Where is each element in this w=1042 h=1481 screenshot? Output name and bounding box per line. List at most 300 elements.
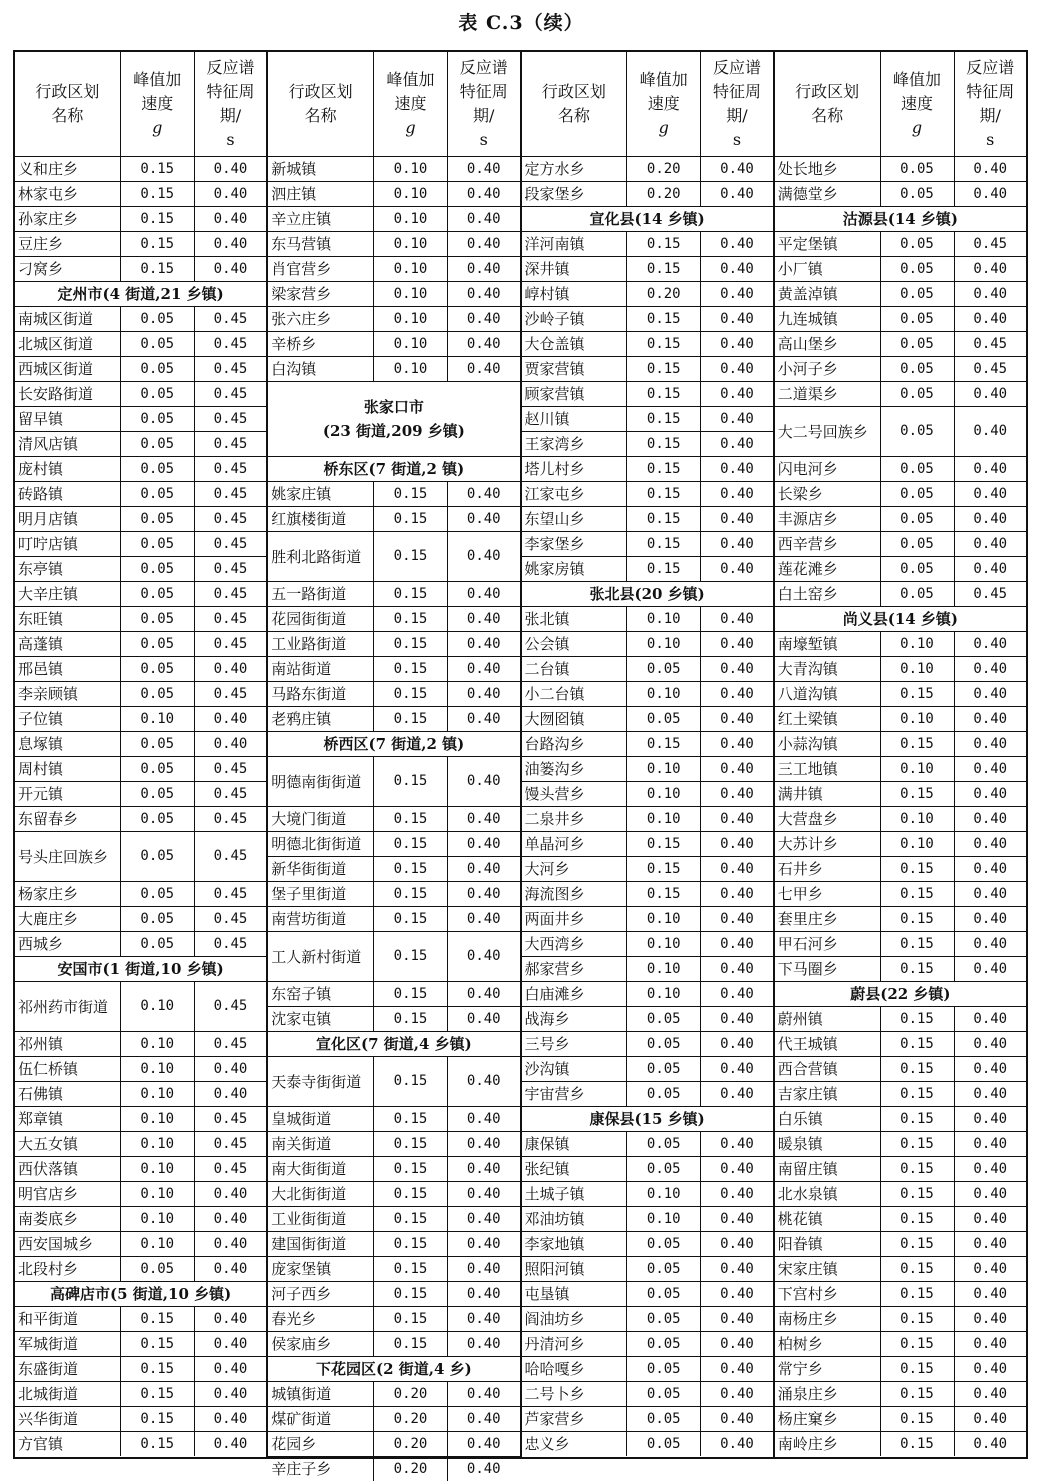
district-name: 北段村乡: [15, 1257, 120, 1282]
district-name: 黄盖淖镇: [775, 282, 880, 307]
table-row: [268, 882, 519, 907]
peak-acceleration: 0.10: [374, 157, 448, 182]
section-heading: 桥西区(7 街道,2 镇): [268, 732, 519, 757]
characteristic-period: 0.40: [701, 982, 773, 1007]
table-row: [15, 407, 266, 432]
peak-acceleration: 0.15: [627, 357, 701, 382]
peak-acceleration: 0.05: [880, 257, 954, 282]
district-name: 肖官营乡: [268, 257, 373, 282]
header-period-label: 反应谱特征周期/: [713, 58, 761, 125]
district-name: 代王城镇: [775, 1032, 880, 1057]
section-row: [268, 457, 519, 482]
peak-acceleration: 0.15: [880, 1307, 954, 1332]
peak-acceleration: 0.10: [627, 957, 701, 982]
district-name: 小厂镇: [775, 257, 880, 282]
characteristic-period: 0.45: [194, 607, 266, 632]
peak-acceleration: 0.05: [627, 1382, 701, 1407]
characteristic-period: 0.40: [701, 1432, 773, 1457]
table-row: [522, 857, 773, 882]
characteristic-period: 0.40: [701, 532, 773, 557]
district-name: 常宁乡: [775, 1357, 880, 1382]
district-name: 新华街街道: [268, 857, 373, 882]
district-name: 丹清河乡: [522, 1332, 627, 1357]
peak-acceleration: 0.05: [120, 682, 194, 707]
characteristic-period: 0.40: [954, 1257, 1026, 1282]
header-name: 行政区划名称: [268, 52, 373, 157]
characteristic-period: 0.40: [701, 782, 773, 807]
peak-acceleration: 0.10: [374, 282, 448, 307]
peak-acceleration: 0.15: [627, 857, 701, 882]
peak-acceleration: 0.10: [374, 232, 448, 257]
district-name: 李亲顾镇: [15, 682, 120, 707]
characteristic-period: 0.40: [448, 757, 520, 807]
peak-acceleration: 0.10: [120, 1207, 194, 1232]
table-row: [522, 1007, 773, 1032]
characteristic-period: 0.40: [954, 832, 1026, 857]
characteristic-period: 0.40: [701, 682, 773, 707]
characteristic-period: 0.40: [954, 457, 1026, 482]
district-name: 二泉井乡: [522, 807, 627, 832]
characteristic-period: 0.40: [194, 1257, 266, 1282]
peak-acceleration: 0.10: [627, 1207, 701, 1232]
district-name: 梁家营乡: [268, 282, 373, 307]
characteristic-period: 0.40: [701, 807, 773, 832]
peak-acceleration: 0.15: [627, 457, 701, 482]
peak-acceleration: 0.05: [627, 657, 701, 682]
characteristic-period: 0.45: [194, 832, 266, 882]
characteristic-period: 0.40: [954, 857, 1026, 882]
table-row: [15, 632, 266, 657]
characteristic-period: 0.45: [194, 532, 266, 557]
district-name: 花园乡: [268, 1432, 373, 1457]
characteristic-period: 0.40: [194, 257, 266, 282]
table-row: [15, 507, 266, 532]
peak-acceleration: 0.05: [120, 832, 194, 882]
district-name: 祁州镇: [15, 1032, 120, 1057]
characteristic-period: 0.40: [701, 757, 773, 782]
table-row: [775, 1307, 1026, 1332]
characteristic-period: 0.45: [194, 332, 266, 357]
table-row: [775, 757, 1026, 782]
district-name: 工业街街道: [268, 1207, 373, 1232]
district-name: 南营坊街道: [268, 907, 373, 932]
header-name: 行政区划名称: [15, 52, 120, 157]
district-name: 李家地镇: [522, 1232, 627, 1257]
district-name: 高山堡乡: [775, 332, 880, 357]
table-row: [268, 207, 519, 232]
peak-acceleration: 0.15: [374, 1207, 448, 1232]
characteristic-period: 0.45: [194, 382, 266, 407]
characteristic-period: 0.40: [701, 1032, 773, 1057]
peak-acceleration: 0.05: [627, 1257, 701, 1282]
table-row: [775, 832, 1026, 857]
characteristic-period: 0.40: [448, 982, 520, 1007]
table-row: [775, 1057, 1026, 1082]
characteristic-period: 0.45: [954, 582, 1026, 607]
table-row: [522, 1132, 773, 1157]
district-name: 涌泉庄乡: [775, 1382, 880, 1407]
peak-acceleration: 0.10: [627, 907, 701, 932]
table-row: [522, 407, 773, 432]
table-row: [522, 1407, 773, 1432]
peak-acceleration: 0.05: [627, 1032, 701, 1057]
table-row: [268, 1457, 519, 1481]
district-name: 大北街街道: [268, 1182, 373, 1207]
table-row: [15, 1157, 266, 1182]
peak-acceleration: 0.15: [374, 1132, 448, 1157]
district-name: 息塚镇: [15, 732, 120, 757]
table-row: [522, 1182, 773, 1207]
district-name: 南岭庄乡: [775, 1432, 880, 1457]
peak-acceleration: 0.15: [627, 882, 701, 907]
characteristic-period: 0.40: [194, 1207, 266, 1232]
table-row: [522, 282, 773, 307]
peak-acceleration: 0.10: [627, 757, 701, 782]
characteristic-period: 0.45: [194, 1157, 266, 1182]
section-heading: 桥东区(7 街道,2 镇): [268, 457, 519, 482]
characteristic-period: 0.40: [448, 857, 520, 882]
table-row: [268, 182, 519, 207]
section-heading: 尚义县(14 乡镇): [775, 607, 1026, 632]
district-name: 煤矿街道: [268, 1407, 373, 1432]
table-row: [522, 1032, 773, 1057]
characteristic-period: 0.45: [194, 807, 266, 832]
district-name: 大仓盖镇: [522, 332, 627, 357]
header-pga-label: 峰值加速度: [893, 70, 941, 113]
characteristic-period: 0.40: [448, 932, 520, 982]
district-name: 二台镇: [522, 657, 627, 682]
district-name: 洋河南镇: [522, 232, 627, 257]
district-name: 庞村镇: [15, 457, 120, 482]
district-name: 工人新村街道: [268, 932, 373, 982]
peak-acceleration: 0.15: [120, 257, 194, 282]
characteristic-period: 0.40: [954, 157, 1026, 182]
characteristic-period: 0.40: [954, 257, 1026, 282]
district-name: 塔儿村乡: [522, 457, 627, 482]
characteristic-period: 0.40: [448, 1407, 520, 1432]
peak-acceleration: 0.20: [374, 1432, 448, 1457]
district-name: 东旺镇: [15, 607, 120, 632]
characteristic-period: 0.40: [194, 1182, 266, 1207]
table-row: [268, 1257, 519, 1282]
peak-acceleration: 0.15: [627, 832, 701, 857]
district-name: 顾家营镇: [522, 382, 627, 407]
peak-acceleration: 0.15: [374, 507, 448, 532]
characteristic-period: 0.40: [954, 507, 1026, 532]
table-row: [775, 782, 1026, 807]
peak-acceleration: 0.15: [880, 1407, 954, 1432]
district-name: 庞家堡镇: [268, 1257, 373, 1282]
peak-acceleration: 0.05: [120, 1257, 194, 1282]
district-name: 林家屯乡: [15, 182, 120, 207]
peak-acceleration: 0.15: [880, 682, 954, 707]
characteristic-period: 0.45: [194, 632, 266, 657]
district-name: 建国街街道: [268, 1232, 373, 1257]
peak-acceleration: 0.10: [880, 707, 954, 732]
peak-acceleration: 0.05: [120, 657, 194, 682]
header-row: [522, 52, 773, 157]
district-name: 满井镇: [775, 782, 880, 807]
characteristic-period: 0.40: [448, 282, 520, 307]
section-heading: 康保县(15 乡镇): [522, 1107, 773, 1132]
characteristic-period: 0.40: [448, 707, 520, 732]
data-table: [13, 50, 1028, 1459]
table-row: [268, 1307, 519, 1332]
characteristic-period: 0.40: [448, 532, 520, 582]
district-name: 大青沟镇: [775, 657, 880, 682]
characteristic-period: 0.40: [194, 1407, 266, 1432]
table-row: [15, 1082, 266, 1107]
table-row: [15, 1332, 266, 1357]
district-name: 康保镇: [522, 1132, 627, 1157]
district-name: 皇城街道: [268, 1107, 373, 1132]
table-row: [268, 632, 519, 657]
peak-acceleration: 0.15: [374, 832, 448, 857]
characteristic-period: 0.40: [954, 907, 1026, 932]
peak-acceleration: 0.10: [374, 357, 448, 382]
table-row: [15, 382, 266, 407]
characteristic-period: 0.45: [194, 457, 266, 482]
peak-acceleration: 0.15: [880, 1032, 954, 1057]
table-row: [775, 557, 1026, 582]
district-name: 赵川镇: [522, 407, 627, 432]
table-row: [522, 307, 773, 332]
characteristic-period: 0.45: [194, 982, 266, 1032]
district-name: 战海乡: [522, 1007, 627, 1032]
peak-acceleration: 0.15: [374, 1282, 448, 1307]
characteristic-period: 0.45: [194, 432, 266, 457]
characteristic-period: 0.40: [954, 1357, 1026, 1382]
table-row: [522, 1332, 773, 1357]
district-name: 油篓沟乡: [522, 757, 627, 782]
peak-acceleration: 0.15: [880, 882, 954, 907]
peak-acceleration: 0.10: [627, 932, 701, 957]
peak-acceleration: 0.15: [880, 932, 954, 957]
peak-acceleration: 0.15: [374, 632, 448, 657]
peak-acceleration: 0.10: [120, 1157, 194, 1182]
section-row: [268, 382, 519, 457]
district-name: 开元镇: [15, 782, 120, 807]
district-name: 姚家房镇: [522, 557, 627, 582]
table-row: [268, 707, 519, 732]
peak-acceleration: 0.15: [120, 1382, 194, 1407]
table-row: [268, 932, 519, 982]
table-row: [15, 757, 266, 782]
peak-acceleration: 0.15: [880, 1282, 954, 1307]
district-name: 城镇街道: [268, 1382, 373, 1407]
characteristic-period: 0.40: [448, 632, 520, 657]
table-row: [775, 1357, 1026, 1382]
table-row: [522, 157, 773, 182]
section-heading: 下花园区(2 街道,4 乡): [268, 1357, 519, 1382]
table-row: [522, 657, 773, 682]
table-row: [15, 457, 266, 482]
district-name: 河子西乡: [268, 1282, 373, 1307]
table-row: [522, 457, 773, 482]
district-name: 沈家屯镇: [268, 1007, 373, 1032]
district-name: 二号卜乡: [522, 1382, 627, 1407]
table-row: [775, 807, 1026, 832]
district-name: 方官镇: [15, 1432, 120, 1457]
header-period: [448, 52, 520, 157]
table-row: [15, 1207, 266, 1232]
district-name: 二道渠乡: [775, 382, 880, 407]
peak-acceleration: 0.05: [120, 407, 194, 432]
district-name: 桃花镇: [775, 1207, 880, 1232]
peak-acceleration: 0.10: [120, 1107, 194, 1132]
peak-acceleration: 0.10: [880, 807, 954, 832]
table-row: [775, 182, 1026, 207]
characteristic-period: 0.40: [701, 1057, 773, 1082]
peak-acceleration: 0.05: [880, 407, 954, 457]
section-row: [15, 282, 266, 307]
district-name: 暖泉镇: [775, 1132, 880, 1157]
peak-acceleration: 0.05: [627, 1007, 701, 1032]
characteristic-period: 0.40: [701, 457, 773, 482]
district-name: 芦家营乡: [522, 1407, 627, 1432]
district-name: 大西湾乡: [522, 932, 627, 957]
district-name: 下马圈乡: [775, 957, 880, 982]
district-name: 祁州药市街道: [15, 982, 120, 1032]
table-row: [15, 357, 266, 382]
characteristic-period: 0.45: [194, 907, 266, 932]
header-period-label: 反应谱特征周期/: [206, 58, 254, 125]
peak-acceleration: 0.05: [120, 382, 194, 407]
table-row: [522, 1432, 773, 1457]
table-row: [522, 1207, 773, 1232]
peak-acceleration: 0.05: [120, 357, 194, 382]
table-row: [15, 182, 266, 207]
characteristic-period: 0.40: [954, 532, 1026, 557]
characteristic-period: 0.45: [194, 1107, 266, 1132]
characteristic-period: 0.40: [448, 1282, 520, 1307]
table-row: [15, 657, 266, 682]
district-name: 小河子乡: [775, 357, 880, 382]
district-name: 单晶河乡: [522, 832, 627, 857]
section-row: [268, 1032, 519, 1057]
peak-acceleration: 0.20: [627, 157, 701, 182]
peak-acceleration: 0.05: [880, 582, 954, 607]
peak-acceleration: 0.05: [880, 482, 954, 507]
peak-acceleration: 0.15: [880, 1082, 954, 1107]
characteristic-period: 0.40: [448, 1107, 520, 1132]
characteristic-period: 0.40: [448, 657, 520, 682]
district-name: 宇宙营乡: [522, 1082, 627, 1107]
characteristic-period: 0.40: [448, 1057, 520, 1107]
header-name: 行政区划名称: [522, 52, 627, 157]
table-row: [775, 682, 1026, 707]
district-name: 王家湾乡: [522, 432, 627, 457]
table-column-3: [522, 52, 775, 1457]
table-row: [775, 1332, 1026, 1357]
district-name: 东亭镇: [15, 557, 120, 582]
district-name: 工业路街道: [268, 632, 373, 657]
district-name: 南壕堑镇: [775, 632, 880, 657]
peak-acceleration: 0.15: [880, 1007, 954, 1032]
characteristic-period: 0.40: [701, 1382, 773, 1407]
peak-acceleration: 0.15: [880, 1157, 954, 1182]
district-name: 大囫囵镇: [522, 707, 627, 732]
table-row: [775, 482, 1026, 507]
characteristic-period: 0.40: [701, 1357, 773, 1382]
table-row: [268, 1382, 519, 1407]
district-name: 阳眷镇: [775, 1232, 880, 1257]
district-name: 和平街道: [15, 1307, 120, 1332]
characteristic-period: 0.40: [194, 207, 266, 232]
table-row: [15, 582, 266, 607]
characteristic-period: 0.40: [448, 182, 520, 207]
section-heading-line: 张家口市: [364, 398, 424, 416]
table-row: [15, 532, 266, 557]
peak-acceleration: 0.10: [880, 657, 954, 682]
section-heading: [268, 382, 519, 457]
characteristic-period: 0.40: [954, 682, 1026, 707]
header-pga-unit: g: [152, 118, 162, 137]
peak-acceleration: 0.05: [120, 557, 194, 582]
district-name: 八道沟镇: [775, 682, 880, 707]
district-name: 白乐镇: [775, 1107, 880, 1132]
peak-acceleration: 0.15: [374, 807, 448, 832]
header-row: [775, 52, 1026, 157]
peak-acceleration: 0.15: [120, 207, 194, 232]
characteristic-period: 0.40: [701, 407, 773, 432]
table-row: [268, 857, 519, 882]
district-name: 九连城镇: [775, 307, 880, 332]
district-name: 照阳河镇: [522, 1257, 627, 1282]
table-row: [775, 882, 1026, 907]
peak-acceleration: 0.15: [880, 1432, 954, 1457]
characteristic-period: 0.45: [194, 557, 266, 582]
table-row: [522, 1082, 773, 1107]
peak-acceleration: 0.10: [627, 782, 701, 807]
district-name: 大二号回族乡: [775, 407, 880, 457]
peak-acceleration: 0.10: [627, 607, 701, 632]
table-row: [15, 1407, 266, 1432]
characteristic-period: 0.40: [954, 1382, 1026, 1407]
district-name: 馒头营乡: [522, 782, 627, 807]
peak-acceleration: 0.10: [627, 682, 701, 707]
table-row: [775, 282, 1026, 307]
table-row: [522, 332, 773, 357]
peak-acceleration: 0.15: [880, 1232, 954, 1257]
district-name: 东盛街道: [15, 1357, 120, 1382]
characteristic-period: 0.40: [701, 957, 773, 982]
characteristic-period: 0.40: [701, 1007, 773, 1032]
characteristic-period: 0.40: [701, 1307, 773, 1332]
peak-acceleration: 0.05: [627, 1307, 701, 1332]
peak-acceleration: 0.15: [374, 1007, 448, 1032]
district-name: 哈哈嘎乡: [522, 1357, 627, 1382]
peak-acceleration: 0.15: [880, 1132, 954, 1157]
characteristic-period: 0.40: [954, 932, 1026, 957]
characteristic-period: 0.40: [448, 1332, 520, 1357]
table-row: [522, 1357, 773, 1382]
table-row: [15, 1432, 266, 1457]
peak-acceleration: 0.15: [627, 257, 701, 282]
district-name: 叮咛店镇: [15, 532, 120, 557]
header-pga-unit: g: [659, 118, 669, 137]
characteristic-period: 0.40: [448, 1232, 520, 1257]
table-row: [268, 757, 519, 807]
table-row: [522, 1282, 773, 1307]
table-row: [522, 707, 773, 732]
characteristic-period: 0.40: [701, 282, 773, 307]
peak-acceleration: 0.05: [880, 382, 954, 407]
peak-acceleration: 0.15: [374, 932, 448, 982]
peak-acceleration: 0.15: [374, 882, 448, 907]
peak-acceleration: 0.10: [627, 632, 701, 657]
table-row: [775, 532, 1026, 557]
